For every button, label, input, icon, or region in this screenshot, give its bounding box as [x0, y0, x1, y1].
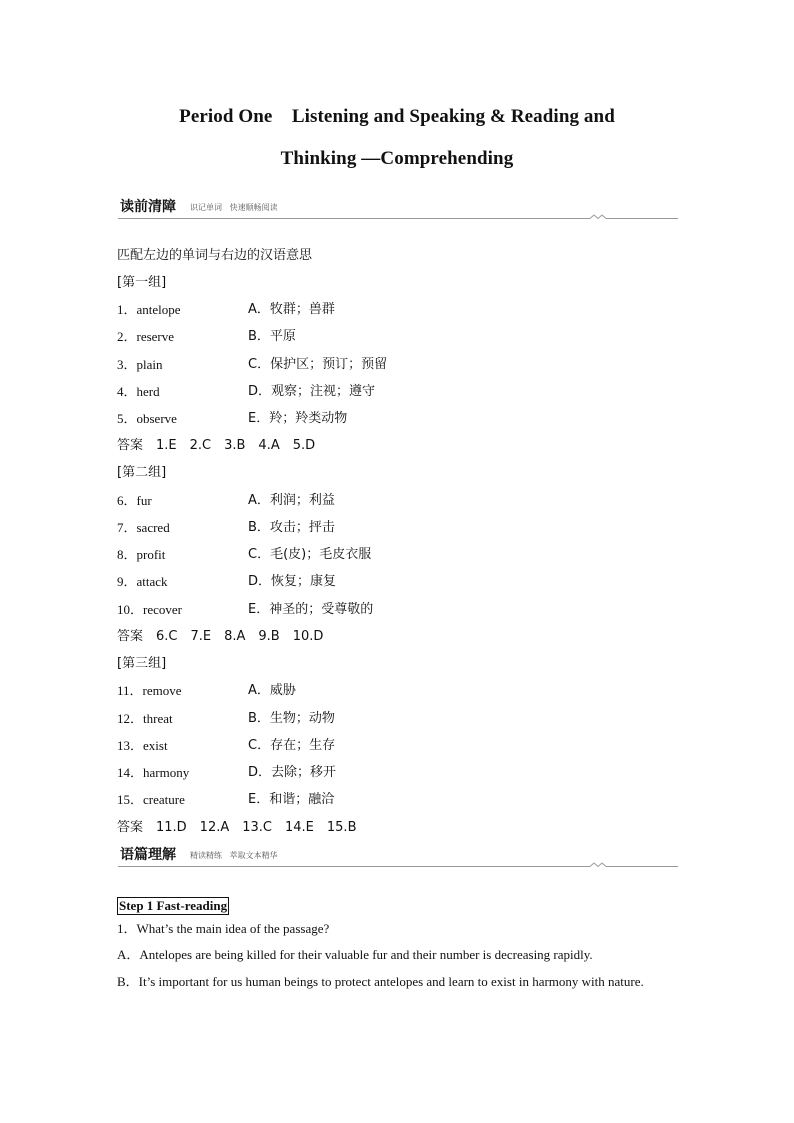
word-item: 8．profit [117, 547, 166, 562]
section-name: 语篇理解 [120, 847, 176, 863]
section-header-text-comprehension [118, 846, 678, 868]
option-b: B．It’s important for us human beings to protect antelopes and learn to exist in harmony with nature. [117, 974, 644, 989]
word-item: 14．harmony [117, 765, 190, 780]
page-title-line-1: Period One Listening and Speaking & Reading and [179, 106, 615, 127]
meaning-item: A．利润；利益 [248, 493, 335, 508]
word-item: 9．attack [117, 574, 168, 589]
instruction: 匹配左边的单词与右边的汉语意思 [117, 248, 313, 263]
word-item: 10．recover [117, 602, 182, 617]
meaning-item: D．去除；移开 [248, 765, 337, 780]
question: 1．What’s the main idea of the passage? [117, 921, 330, 936]
meaning-item: B．生物；动物 [248, 711, 335, 726]
section-header-pre-reading [118, 198, 678, 220]
answer-key: 答案 11.D 12.A 13.C 14.E 15.B [117, 820, 357, 835]
section-divider-icon [118, 846, 678, 868]
answer-key: 答案 1.E 2.C 3.B 4.A 5.D [117, 438, 316, 453]
word-item: 1．antelope [117, 302, 181, 317]
word-item: 5．observe [117, 411, 177, 426]
meaning-item: B．平原 [248, 329, 296, 344]
word-item: 13．exist [117, 738, 168, 753]
word-item: 6．fur [117, 493, 152, 508]
section-name: 读前清障 [120, 199, 176, 215]
word-item: 3．plain [117, 357, 163, 372]
meaning-item: E．和谐；融洽 [248, 792, 335, 807]
section-divider-icon [118, 198, 678, 220]
meaning-item: C．保护区；预订；预留 [248, 357, 388, 372]
meaning-item: A．威胁 [248, 683, 296, 698]
meaning-item: C．毛(皮)；毛皮衣服 [248, 547, 372, 562]
option-a: A．Antelopes are being killed for their valuable fur and their number is decreasing rapidly. [117, 947, 593, 962]
word-item: 12．threat [117, 711, 173, 726]
meaning-item: D．恢复；康复 [248, 574, 337, 589]
word-item: 4．herd [117, 384, 160, 399]
word-item: 15．creature [117, 792, 185, 807]
group-label: [第一组] [117, 275, 167, 290]
meaning-item: E．神圣的；受尊敬的 [248, 602, 374, 617]
word-item: 2．reserve [117, 329, 175, 344]
section-subtitle: 识记单词 快速顺畅阅读 [190, 203, 278, 212]
word-item: 7．sacred [117, 520, 170, 535]
meaning-item: C．存在；生存 [248, 738, 336, 753]
group-label: [第二组] [117, 465, 167, 480]
meaning-item: B．攻击；抨击 [248, 520, 335, 535]
meaning-item: E．羚；羚类动物 [248, 411, 348, 426]
page-title-line-2: Thinking —Comprehending [280, 148, 514, 169]
step-label: Step 1 Fast-reading [119, 898, 228, 913]
meaning-item: D．观察；注视；遵守 [248, 384, 376, 399]
group-label: [第三组] [117, 656, 167, 671]
meaning-item: A．牧群；兽群 [248, 302, 335, 317]
answer-key: 答案 6.C 7.E 8.A 9.B 10.D [117, 629, 324, 644]
word-item: 11．remove [117, 683, 182, 698]
section-subtitle: 精读精练 萃取文本精华 [190, 851, 278, 860]
